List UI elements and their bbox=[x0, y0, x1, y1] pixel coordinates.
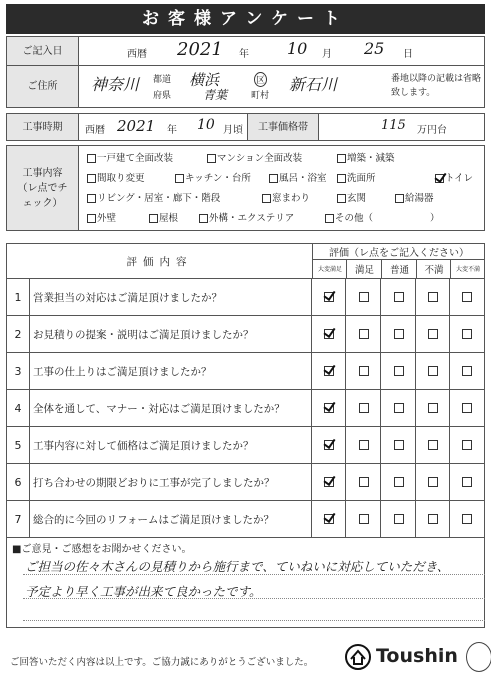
date-month-unit: 月 bbox=[322, 49, 332, 60]
content-option-label: 外構・エクステリア bbox=[209, 213, 295, 224]
rating-cell[interactable] bbox=[345, 316, 381, 352]
question-text: 営業担当の対応はご満足頂けましたか？ bbox=[33, 291, 222, 304]
stamp-icon bbox=[466, 642, 491, 672]
rating-cell[interactable] bbox=[380, 427, 416, 463]
content-option[interactable] bbox=[87, 150, 173, 164]
checkbox-icon[interactable] bbox=[462, 440, 472, 450]
date-year-unit: 年 bbox=[239, 49, 249, 60]
date-month-value: 10 bbox=[287, 39, 308, 58]
rating-cell[interactable] bbox=[449, 316, 484, 352]
rating-cell[interactable] bbox=[415, 427, 450, 463]
content-option[interactable] bbox=[199, 210, 294, 224]
checkbox-icon[interactable] bbox=[87, 174, 96, 183]
content-option-label: その他（ ） bbox=[335, 213, 440, 224]
checkbox-icon[interactable] bbox=[462, 366, 472, 376]
question-text: お見積りの提案・説明はご満足頂けましたか？ bbox=[33, 328, 254, 341]
question-number: 1 bbox=[7, 279, 30, 315]
content-option[interactable] bbox=[175, 170, 251, 184]
rating-cell[interactable] bbox=[449, 279, 484, 315]
question-number: 4 bbox=[7, 390, 30, 426]
price-value: 115 bbox=[381, 118, 406, 133]
eval-question-row bbox=[6, 427, 485, 464]
date-year-value: 2021 bbox=[177, 39, 223, 60]
checkbox-icon[interactable] bbox=[394, 403, 404, 413]
content-option-label: 風呂・浴室 bbox=[279, 173, 327, 184]
rating-cell[interactable] bbox=[415, 279, 450, 315]
date-label: ご記入日 bbox=[7, 37, 79, 65]
period-month-unit: 月頃 bbox=[223, 125, 243, 136]
rating-cell[interactable] bbox=[380, 353, 416, 389]
checkbox-icon[interactable] bbox=[359, 329, 369, 339]
content-option[interactable] bbox=[435, 170, 473, 184]
eval-header bbox=[6, 243, 485, 279]
content-row bbox=[6, 145, 485, 231]
rating-cell[interactable] bbox=[449, 353, 484, 389]
eval-col-header: 大変不満 bbox=[450, 259, 485, 278]
checkbox-icon[interactable] bbox=[428, 329, 438, 339]
period-label: 工事時期 bbox=[7, 114, 79, 140]
address-city-value: 横浜 bbox=[189, 71, 220, 89]
question-number: 3 bbox=[7, 353, 30, 389]
rating-cell[interactable] bbox=[449, 501, 484, 537]
question-number: 7 bbox=[7, 501, 30, 537]
checkbox-icon[interactable] bbox=[359, 366, 369, 376]
question-number: 6 bbox=[7, 464, 30, 500]
checkbox-icon[interactable] bbox=[207, 154, 216, 163]
period-month-value: 10 bbox=[197, 117, 215, 133]
brand-logo-icon bbox=[345, 644, 371, 670]
content-option-label: 増築・減築 bbox=[347, 153, 395, 164]
rating-cell[interactable] bbox=[380, 464, 416, 500]
eval-col-header: 大変満足 bbox=[312, 259, 347, 278]
content-option-label: 外壁 bbox=[97, 213, 117, 224]
content-option[interactable] bbox=[337, 190, 366, 204]
eval-question-row bbox=[6, 501, 485, 538]
rating-cell[interactable] bbox=[311, 390, 346, 426]
eval-col-header: 不満 bbox=[416, 259, 451, 278]
eval-question-row bbox=[6, 279, 485, 316]
checkbox-icon[interactable] bbox=[462, 477, 472, 487]
address-pref-label2: 府県 bbox=[153, 91, 172, 101]
checked-box-icon[interactable] bbox=[324, 366, 334, 376]
price-label: 工事価格帯 bbox=[247, 114, 319, 140]
date-era: 西暦 bbox=[127, 49, 147, 60]
address-label: ご住所 bbox=[7, 66, 79, 107]
eval-col-header: 満足 bbox=[346, 259, 382, 278]
content-option[interactable] bbox=[395, 190, 434, 204]
eval-question-row bbox=[6, 316, 485, 353]
question-number: 2 bbox=[7, 316, 30, 352]
rating-cell[interactable] bbox=[311, 353, 346, 389]
eval-header-right: 評価（レ点をご記入ください） bbox=[312, 244, 485, 260]
footer-text: ご回答いただく内容は以上です。ご協力誠にありがとうございました。 bbox=[10, 657, 314, 668]
checkbox-icon[interactable] bbox=[394, 514, 404, 524]
checkbox-icon[interactable] bbox=[394, 440, 404, 450]
checkbox-icon[interactable] bbox=[337, 174, 346, 183]
rating-cell[interactable] bbox=[345, 279, 381, 315]
rating-cell[interactable] bbox=[311, 279, 346, 315]
question-text: 総合的に今回のリフォームはご満足頂けましたか？ bbox=[33, 513, 274, 526]
content-label: 工事内容（レ点でチェック） bbox=[7, 146, 79, 230]
content-option-label: リビング・居室・廊下・階段 bbox=[97, 193, 221, 204]
address-pref-label1: 都道 bbox=[153, 75, 172, 85]
content-option[interactable] bbox=[207, 150, 302, 164]
date-day-unit: 日 bbox=[403, 49, 413, 60]
page-title: お客様アンケート bbox=[6, 4, 485, 34]
checkbox-icon[interactable] bbox=[462, 403, 472, 413]
content-option-label: 屋根 bbox=[159, 213, 179, 224]
checkbox-icon[interactable] bbox=[394, 366, 404, 376]
checked-box-icon[interactable] bbox=[324, 329, 334, 339]
content-option-label: マンション全面改装 bbox=[217, 153, 303, 164]
checkbox-icon[interactable] bbox=[394, 329, 404, 339]
checkbox-icon[interactable] bbox=[394, 477, 404, 487]
rating-cell[interactable] bbox=[380, 279, 416, 315]
checked-box-icon[interactable] bbox=[324, 440, 334, 450]
rating-cell[interactable] bbox=[415, 390, 450, 426]
rating-cell[interactable] bbox=[415, 501, 450, 537]
content-option-label: 洗面所 bbox=[347, 173, 376, 184]
content-option-label: 間取り変更 bbox=[97, 173, 145, 184]
address-ward-label: 区 bbox=[254, 72, 267, 87]
checkbox-icon[interactable] bbox=[359, 477, 369, 487]
content-option[interactable] bbox=[337, 170, 376, 184]
content-option-label: トイレ bbox=[445, 173, 474, 184]
content-option-label: 玄関 bbox=[347, 193, 367, 204]
content-option[interactable] bbox=[269, 170, 327, 184]
rating-cell[interactable] bbox=[415, 316, 450, 352]
content-option-label: キッチン・台所 bbox=[185, 173, 251, 184]
period-row bbox=[6, 113, 485, 141]
content-option[interactable] bbox=[87, 190, 220, 204]
checkbox-icon[interactable] bbox=[428, 477, 438, 487]
checkbox-icon[interactable] bbox=[262, 194, 271, 203]
checkbox-icon[interactable] bbox=[359, 440, 369, 450]
checkbox-icon[interactable] bbox=[325, 214, 334, 223]
address-town-label: 町村 bbox=[251, 91, 270, 101]
rating-cell[interactable] bbox=[449, 464, 484, 500]
comments-box bbox=[6, 536, 485, 628]
checked-box-icon[interactable] bbox=[324, 477, 334, 487]
checkbox-icon[interactable] bbox=[462, 329, 472, 339]
content-option-label: 窓まわり bbox=[272, 193, 311, 204]
period-era: 西暦 bbox=[85, 125, 105, 136]
content-option-label: 給湯器 bbox=[405, 193, 434, 204]
date-row bbox=[6, 36, 485, 66]
checked-box-icon[interactable] bbox=[324, 514, 334, 524]
question-text: 工事内容に対して価格はご満足頂けましたか？ bbox=[33, 439, 254, 452]
checkbox-icon[interactable] bbox=[428, 440, 438, 450]
address-pref-value: 神奈川 bbox=[91, 75, 140, 94]
checkbox-icon[interactable] bbox=[199, 214, 208, 223]
rating-cell[interactable] bbox=[345, 464, 381, 500]
question-text: 打ち合わせの期限どおりに工事が完了しましたか？ bbox=[33, 476, 275, 489]
eval-question-row bbox=[6, 353, 485, 390]
content-option[interactable] bbox=[87, 170, 145, 184]
eval-question-row bbox=[6, 390, 485, 427]
rating-cell[interactable] bbox=[380, 316, 416, 352]
rating-cell[interactable] bbox=[380, 390, 416, 426]
checkbox-icon[interactable] bbox=[359, 403, 369, 413]
content-option[interactable] bbox=[262, 190, 310, 204]
question-text: 工事の仕上りはご満足頂けましたか？ bbox=[33, 365, 212, 378]
checkbox-icon[interactable] bbox=[359, 514, 369, 524]
checkbox-icon[interactable] bbox=[175, 174, 184, 183]
checkbox-icon[interactable] bbox=[87, 154, 96, 163]
checkbox-icon[interactable] bbox=[428, 292, 438, 302]
comments-line-2: 予定より早く工事が出来て良かったです。 bbox=[25, 584, 262, 599]
comments-label: ■ご意見・ご感想をお聞かせください。 bbox=[12, 544, 192, 555]
eval-question-row bbox=[6, 464, 485, 501]
address-row bbox=[6, 65, 485, 108]
checkbox-icon[interactable] bbox=[428, 514, 438, 524]
rating-cell[interactable] bbox=[311, 427, 346, 463]
checkbox-icon[interactable] bbox=[395, 194, 404, 203]
period-year-unit: 年 bbox=[167, 125, 177, 136]
checkbox-icon[interactable] bbox=[359, 292, 369, 302]
eval-header-left: 評価内容 bbox=[126, 255, 193, 268]
checkbox-icon[interactable] bbox=[428, 366, 438, 376]
date-day-value: 25 bbox=[364, 39, 385, 58]
checkbox-icon[interactable] bbox=[435, 174, 444, 183]
brand-name: Toushin bbox=[376, 645, 458, 667]
rating-cell[interactable] bbox=[449, 427, 484, 463]
rating-cell[interactable] bbox=[311, 464, 346, 500]
address-note: 番地以降の記載は省略致します。 bbox=[391, 74, 482, 98]
question-number: 5 bbox=[7, 427, 30, 463]
content-option[interactable] bbox=[325, 210, 440, 224]
checked-box-icon[interactable] bbox=[324, 403, 334, 413]
rating-cell[interactable] bbox=[345, 501, 381, 537]
content-option[interactable] bbox=[337, 150, 395, 164]
checkbox-icon[interactable] bbox=[149, 214, 158, 223]
rating-cell[interactable] bbox=[311, 316, 346, 352]
rating-cell[interactable] bbox=[449, 390, 484, 426]
checkbox-icon[interactable] bbox=[87, 194, 96, 203]
address-ward-value: 青葉 bbox=[203, 88, 228, 102]
eval-col-header: 普通 bbox=[381, 259, 417, 278]
checkbox-icon[interactable] bbox=[462, 514, 472, 524]
rating-cell[interactable] bbox=[415, 353, 450, 389]
checkbox-icon[interactable] bbox=[337, 154, 346, 163]
checkbox-icon[interactable] bbox=[269, 174, 278, 183]
checkbox-icon[interactable] bbox=[428, 403, 438, 413]
rating-cell[interactable] bbox=[380, 501, 416, 537]
price-unit: 万円台 bbox=[417, 125, 447, 136]
checkbox-icon[interactable] bbox=[87, 214, 96, 223]
checkbox-icon[interactable] bbox=[337, 194, 346, 203]
checkbox-icon[interactable] bbox=[394, 292, 404, 302]
question-text: 全体を通して、マナー・対応はご満足頂けましたか？ bbox=[33, 402, 285, 415]
content-option-label: 一戸建て全面改装 bbox=[97, 153, 174, 164]
checked-box-icon[interactable] bbox=[324, 292, 334, 302]
rating-cell[interactable] bbox=[345, 353, 381, 389]
content-option[interactable] bbox=[87, 210, 116, 224]
rating-cell[interactable] bbox=[345, 390, 381, 426]
address-town-value: 新石川 bbox=[289, 75, 338, 94]
rating-cell[interactable] bbox=[345, 427, 381, 463]
checkbox-icon[interactable] bbox=[462, 292, 472, 302]
rating-cell[interactable] bbox=[311, 501, 346, 537]
rating-cell[interactable] bbox=[415, 464, 450, 500]
content-option[interactable] bbox=[149, 210, 178, 224]
comments-line-1: ご担当の佐々木さんの見積りから施行まで、ていねいに対応していただき、 bbox=[25, 559, 450, 574]
period-year-value: 2021 bbox=[117, 117, 156, 135]
